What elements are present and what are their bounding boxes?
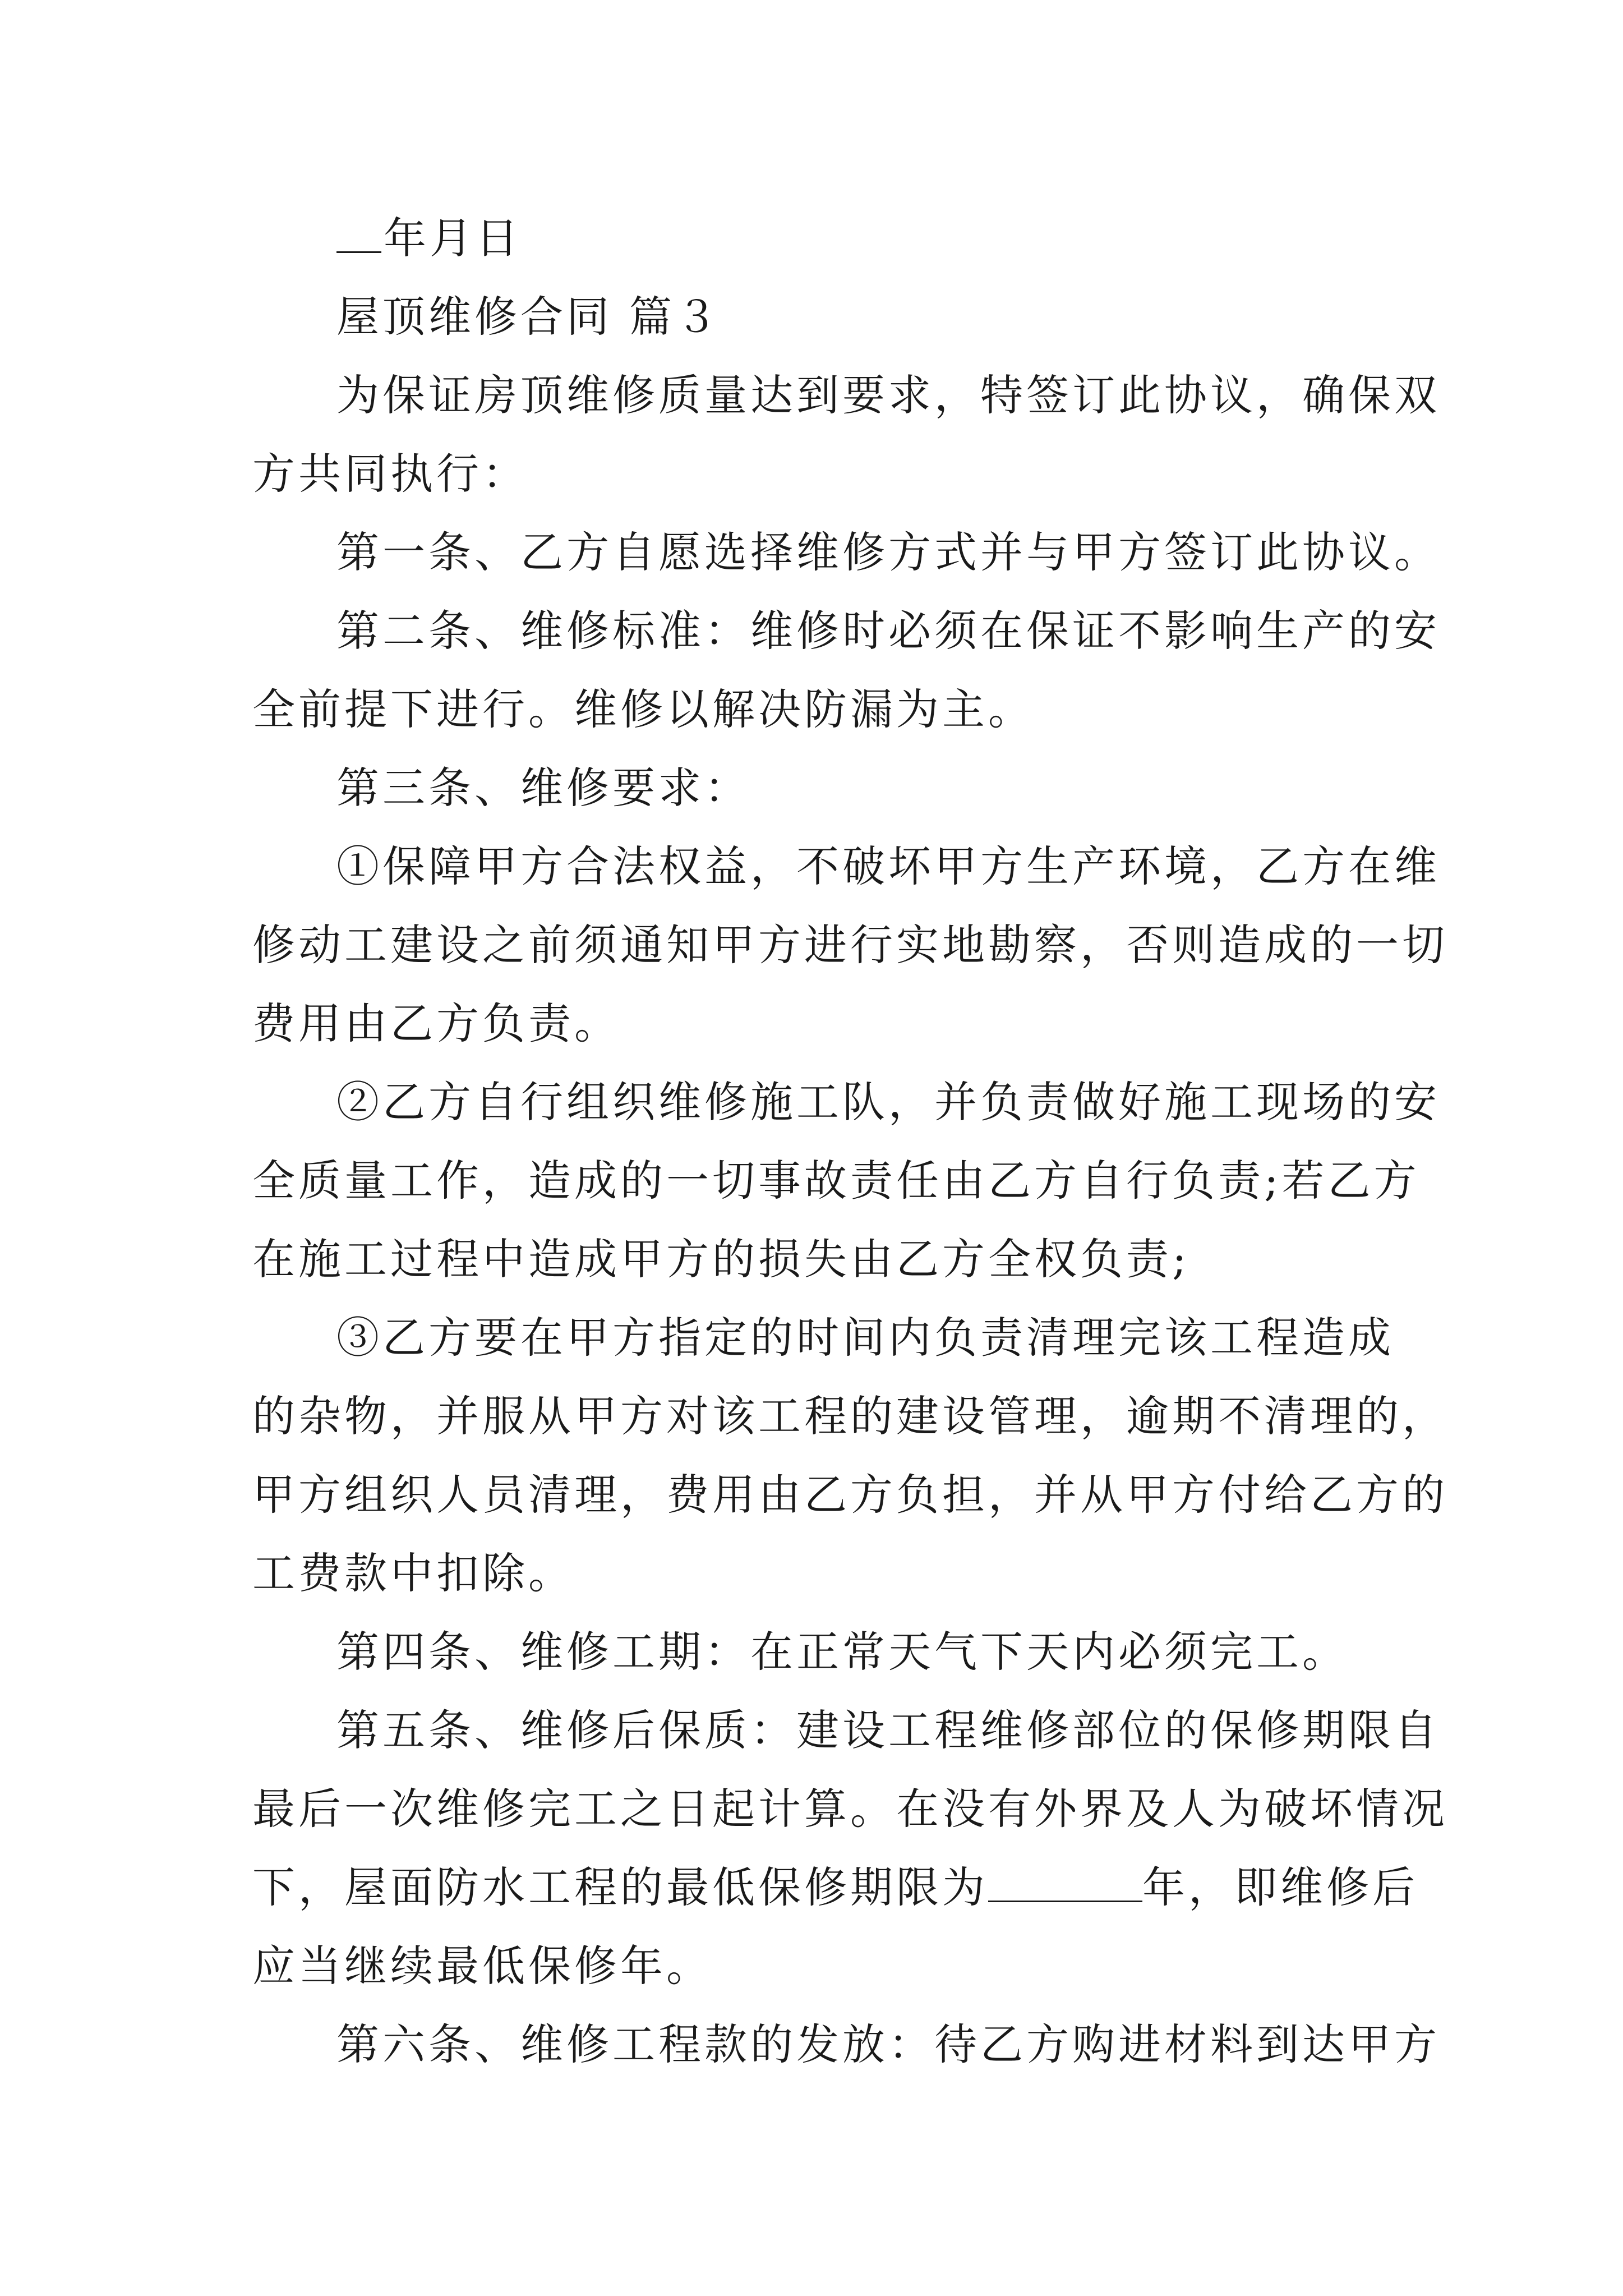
article-3-item-2-line-2: 全质量工作，造成的一切事故责任由乙方自行负责;若乙方 xyxy=(252,1156,1420,1205)
intro-line-1: 为保证房顶维修质量达到要求，特签订此协议，确保双 xyxy=(336,370,1440,420)
warranty-years-blank xyxy=(988,1860,1142,1902)
date-line xyxy=(252,199,1385,278)
date-blank xyxy=(336,211,381,253)
article-3-item-1-line-3: 费用由乙方负责。 xyxy=(252,999,620,1048)
article-3-item-2-line-3: 在施工过程中造成甲方的损失由乙方全权负责; xyxy=(252,1234,1190,1284)
document-body xyxy=(252,199,1448,2084)
article-3-item-1-line-2: 修动工建设之前须通知甲方进行实地勘察，否则造成的一切 xyxy=(252,920,1448,970)
article-6: 第六条、维修工程款的发放：待乙方购进材料到达甲方 xyxy=(336,2019,1440,2069)
intro-line-2: 方共同执行： xyxy=(252,449,528,499)
article-3-item-3-line-2: 的杂物，并服从甲方对该工程的建设管理，逾期不清理的， xyxy=(252,1391,1448,1441)
article-2-line-2: 全前提下进行。维修以解决防漏为主。 xyxy=(252,684,1034,734)
article-5-line-2: 最后一次维修完工之日起计算。在没有外界及人为破坏情况 xyxy=(252,1784,1448,1834)
article-3-item-3-line-3: 甲方组织人员清理，费用由乙方负担，并从甲方付给乙方的 xyxy=(252,1470,1448,1520)
article-3-item-1-line-1: ①保障甲方合法权益，不破坏甲方生产环境，乙方在维 xyxy=(336,841,1440,891)
article-4: 第四条、维修工期：在正常天气下天内必须完工。 xyxy=(336,1627,1348,1677)
article-5-line-1: 第五条、维修后保质：建设工程维修部位的保修期限自 xyxy=(336,1705,1440,1755)
date-text: 年月日 xyxy=(384,213,522,263)
article-3-item-2-line-1: ②乙方自行组织维修施工队，并负责做好施工现场的安 xyxy=(336,1077,1440,1127)
article-3-item-3-line-1: ③乙方要在甲方指定的时间内负责清理完该工程造成 xyxy=(336,1313,1394,1363)
article-5-line-3 xyxy=(252,1848,1418,1927)
article-3-title: 第三条、维修要求： xyxy=(336,763,750,813)
article-5-line-3-after: 年，即维修后 xyxy=(1142,1862,1418,1912)
article-5-line-4: 应当继续最低保修年。 xyxy=(252,1941,712,1991)
article-3-item-3-line-4: 工费款中扣除。 xyxy=(252,1548,574,1598)
article-1: 第一条、乙方自愿选择维修方式并与甲方签订此协议。 xyxy=(336,527,1440,577)
article-2-line-1: 第二条、维修标准：维修时必须在保证不影响生产的安 xyxy=(336,606,1440,656)
article-5-line-3-before: 下，屋面防水工程的最低保修期限为 xyxy=(252,1862,988,1912)
document-title: 屋顶维修合同 篇３ xyxy=(336,292,722,342)
